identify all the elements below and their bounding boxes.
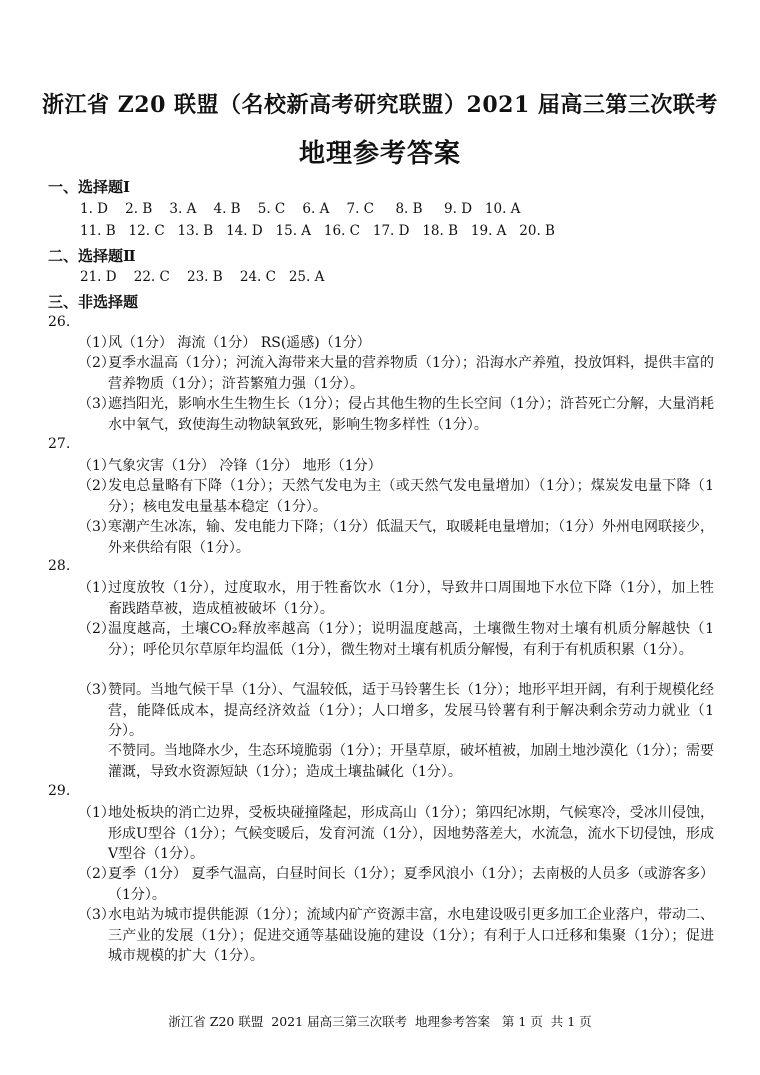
item-text: 发电总量略有下降（1分）；天然气发电为主（或天然气发电量增加）（1分）；煤炭发电量下降（1分）；核电发电量基本稳定（1分）。 bbox=[108, 478, 714, 515]
item-text: 遮挡阳光，影响水生生物生长（1分）；侵占其他生物的生长空间（1分）；浒苔死亡分解，大量消耗水中氧气，致使海生动物缺氧致死，影响生物多样性（1分）。 bbox=[108, 396, 714, 433]
item-number: （3） bbox=[78, 396, 115, 412]
item-number: （2） bbox=[78, 621, 115, 637]
item-number: （1） bbox=[78, 580, 115, 596]
item-number: （3） bbox=[78, 682, 115, 698]
item-text: 过度放牧（1分），过度取水，用于牲畜饮水（1分），导致井口周围地下水位下降（1分），加上牲畜践踏草被，造成植被破坏（1分）。 bbox=[108, 580, 714, 617]
item-text: 夏季水温高（1分）；河流入海带来大量的营养物质（1分）；沿海水产养殖，投放饵料，提供丰富的营养物质（1分）；浒苔繁殖力强（1分）。 bbox=[108, 355, 714, 392]
answer-item bbox=[78, 333, 714, 354]
page-footer: 浙江省 Z20 联盟 2021 届高三第三次联考 地理参考答案 第 1 页 共 1 页 bbox=[168, 1014, 592, 1029]
answer-item bbox=[78, 905, 714, 967]
answer-item bbox=[78, 619, 714, 660]
answer-row-2: 11. B 12. C 13. B 14. D 15. A 16. C 17. D 18. B 19. A 20. B bbox=[80, 223, 555, 239]
item-number: （1） bbox=[78, 335, 115, 351]
answer-item bbox=[78, 741, 714, 782]
answer-item bbox=[78, 456, 714, 477]
item-text: 风（1分） 海流（1分） RS(遥感)（1分） bbox=[108, 335, 371, 351]
item-number: （2） bbox=[78, 355, 115, 371]
answer-item bbox=[78, 394, 714, 435]
item-number: （2） bbox=[78, 478, 115, 494]
item-number: （1） bbox=[78, 458, 115, 474]
item-number: （3） bbox=[78, 907, 115, 923]
document-subtitle: 地理参考答案 bbox=[298, 139, 461, 169]
answer-item bbox=[78, 864, 714, 905]
item-text: 赞同。当地气候干旱（1分）、气温较低，适于马铃薯生长（1分）；地形平坦开阔，有利于规模化经营，能降低成本，提高经济效益（1分）；人口增多，发展马铃薯有利于解决剩余劳动力就业（1分）。 bbox=[108, 682, 714, 739]
item-number: （2） bbox=[78, 866, 115, 882]
item-number: （1） bbox=[78, 805, 115, 821]
item-text: 不赞同。当地降水少，生态环境脆弱（1分）；开垦草原，破坏植被，加剧土地沙漠化（1分）；需要灌溉，导致水资源短缺（1分）；造成土壤盐碱化（1分）。 bbox=[108, 743, 714, 780]
item-text: 水电站为城市提供能源（1分）；流域内矿产资源丰富，水电建设吸引更多加工企业落户，带动二、三产业的发展（1分）；促进交通等基础设施的建设（1分）；有利于人口迁移和集聚（1分）；促进城市规模的扩大（1分）。 bbox=[108, 907, 714, 964]
answer-row-3: 21. D 22. C 23. B 24. C 25. A bbox=[80, 269, 325, 285]
answer-item bbox=[78, 578, 714, 619]
question-number-27: 27. bbox=[48, 436, 71, 452]
item-text: 温度越高，土壤CO₂释放率越高（1分）；说明温度越高，土壤微生物对土壤有机质分解越快（1分）；呼伦贝尔草原年均温低（1分），微生物对土壤有机质分解慢，有利于有机质积累（1分）。 bbox=[108, 621, 714, 658]
answer-item bbox=[78, 476, 714, 517]
item-text: 气象灾害（1分） 冷锋（1分） 地形（1分） bbox=[108, 458, 382, 474]
answer-item bbox=[78, 353, 714, 394]
answer-item bbox=[78, 517, 714, 558]
answer-item bbox=[78, 680, 714, 742]
section-heading-choice-1: 一、选择题Ⅰ bbox=[48, 178, 131, 196]
section-heading-non-choice: 三、非选择题 bbox=[48, 293, 139, 311]
question-number-29: 29. bbox=[48, 783, 71, 799]
question-number-28: 28. bbox=[48, 558, 71, 574]
document-title: 浙江省 Z20 联盟（名校新高考研究联盟）2021 届高三第三次联考 bbox=[42, 92, 718, 118]
item-text: 夏季（1分） 夏季气温高，白昼时间长（1分）；夏季风浪小（1分）；去南极的人员多（或游客多）（1分）。 bbox=[108, 866, 714, 903]
item-text: 地处板块的消亡边界，受板块碰撞隆起，形成高山（1分）；第四纪冰期，气候寒冷，受冰川侵蚀，形成U型谷（1分）；气候变暖后，发育河流（1分），因地势落差大，水流急，流水下切侵蚀，形成V型谷（1分）。 bbox=[108, 805, 714, 862]
answer-item bbox=[78, 803, 714, 865]
item-text: 寒潮产生冰冻，输、发电能力下降；（1分）低温天气，取暖耗电量增加；（1分）外州电网联接少，外来供给有限（1分）。 bbox=[108, 519, 714, 556]
question-number-26: 26. bbox=[48, 314, 71, 330]
item-number: （3） bbox=[78, 519, 115, 535]
answer-row-1: 1. D 2. B 3. A 4. B 5. C 6. A 7. C 8. B 9. D 10. A bbox=[80, 201, 521, 217]
section-heading-choice-2: 二、选择题Ⅱ bbox=[48, 247, 136, 265]
